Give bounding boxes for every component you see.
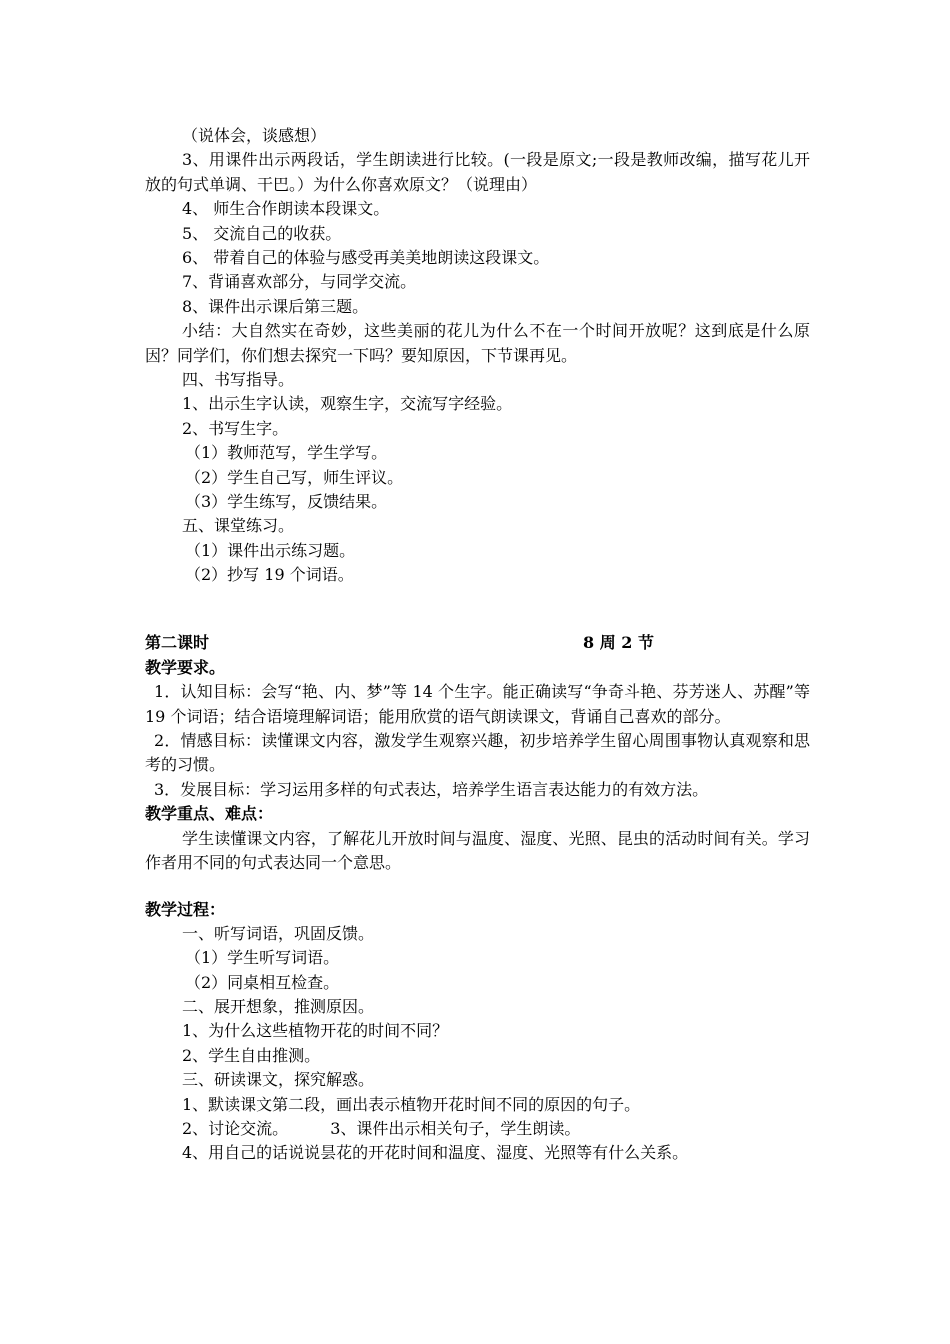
text-line: （1）教师范写，学生学写。 (185, 443, 388, 463)
text-line: （2）学生自己写，师生评议。 (185, 467, 404, 487)
key-points-text: 学生读懂课文内容，了解花儿开放时间与温度、湿度、光照、昆虫的活动时间有关。学习作者用不同的句式表达同一个意思。 (145, 828, 810, 873)
section-heading: 四、书写指导。 (182, 369, 295, 389)
text-line: （2）抄写 19 个词语。 (185, 565, 354, 585)
key-points-heading: 教学重点、难点： (145, 804, 274, 824)
summary-paragraph: 小结：大自然实在奇妙，这些美丽的花儿为什么不在一个时间开放呢？这到底是什么原因？同学们，你们想去探究一下吗？要知原因，下节课再见。 (145, 321, 810, 365)
text-line: 8、课件出示课后第三题。 (182, 296, 369, 316)
section-heading: 二、展开想象，推测原因。 (182, 997, 375, 1017)
spacer (145, 876, 810, 898)
process-heading: 教学过程： (145, 899, 226, 919)
section-heading: 五、课堂练习。 (182, 516, 295, 536)
text-line: 7、背诵喜欢部分，与同学交流。 (182, 272, 417, 292)
courseware-item: 3、课件出示相关句子，学生朗读。 (330, 1119, 581, 1139)
lesson-title: 第二课时 (145, 633, 210, 653)
text-line (145, 1117, 810, 1141)
document-page (145, 124, 810, 1166)
spacer (145, 587, 810, 631)
requirements-heading: 教学要求。 (145, 657, 226, 677)
text-line: 1、默读课文第二段，画出表示植物开花时间不同的原因的句子。 (182, 1094, 641, 1114)
text-line: 1、为什么这些植物开花的时间不同？ (182, 1021, 449, 1041)
text-line: 6、 带着自己的体验与感受再美美地朗读这段课文。 (182, 247, 550, 267)
text-line: 5、 交流自己的收获。 (182, 223, 342, 243)
text-paragraph: 3、用课件出示两段话，学生朗读进行比较。(一段是原文;一段是教师改编，描写花儿开放的句式单调、干巴。）为什么你喜欢原文？（说理由） (145, 150, 810, 194)
requirement-item: 1．认知目标：会写“艳、内、梦”等 14 个生字。能正确读写“争奇斗艳、芬芳迷人、苏醒”等 19 个词语；结合语境理解词语；能用欣赏的语气朗读课文，背诵自己喜欢的部分。 (145, 682, 810, 726)
requirement-item: 2．情感目标：读懂课文内容，激发学生观察兴趣，初步培养学生留心周围事物认真观察和思考的习惯。 (145, 731, 810, 775)
text-line: 4、 师生合作朗读本段课文。 (182, 199, 390, 219)
section-heading: 一、听写词语，巩固反馈。 (182, 923, 375, 943)
text-line: 2、书写生字。 (182, 418, 289, 438)
discussion-item: 2、讨论交流。 (182, 1119, 289, 1139)
requirement-item: 3．发展目标：学习运用多样的句式表达，培养学生语言表达能力的有效方法。 (154, 779, 709, 799)
lesson-week: 8 周 2 节 (583, 633, 654, 653)
lesson-header (145, 631, 810, 655)
text-line: 1、出示生字认读，观察生字，交流写字经验。 (182, 394, 513, 414)
text-line: （说体会，谈感想） (182, 126, 327, 145)
text-line: （3）学生练写，反馈结果。 (185, 491, 388, 511)
section-heading: 三、研读课文，探究解惑。 (182, 1070, 375, 1090)
text-line: 2、学生自由推测。 (182, 1045, 321, 1065)
text-line: （1）学生听写词语。 (185, 948, 340, 968)
text-line: 4、用自己的话说说昙花的开花时间和温度、湿度、光照等有什么关系。 (182, 1143, 689, 1163)
text-line: （1）课件出示练习题。 (185, 540, 356, 560)
text-line: （2）同桌相互检查。 (185, 972, 340, 992)
